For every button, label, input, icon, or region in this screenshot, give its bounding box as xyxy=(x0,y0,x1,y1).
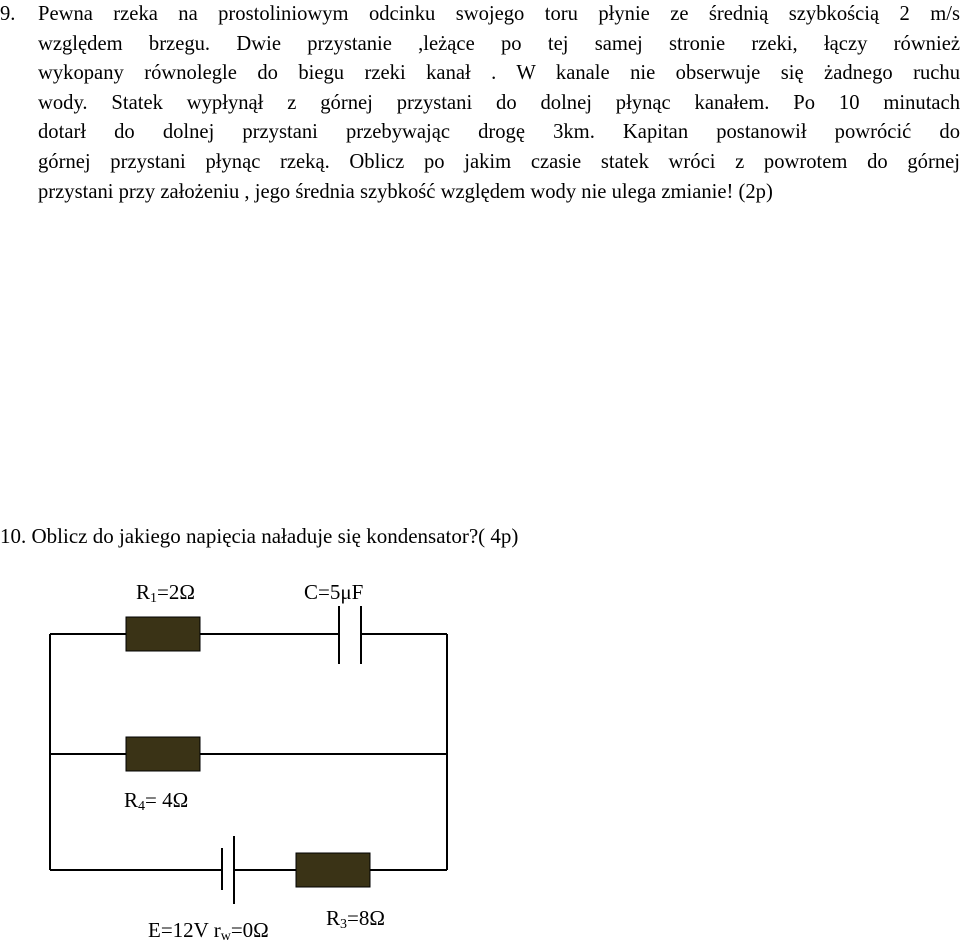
problem-9-number: 9. xyxy=(0,3,16,25)
label-battery-sub: w xyxy=(220,929,231,944)
problem-9-line-1: Pewna rzeka na prostoliniowym odcinku swojego toru płynie ze średnią szybkością 2 m/s xyxy=(38,3,960,25)
problem-9-line-5: dotarł do dolnej przystani przebywając drogę 3km. Kapitan postanowił powrócić do xyxy=(38,121,960,144)
label-r1-value: =2Ω xyxy=(157,580,195,604)
resistor-r4 xyxy=(126,737,200,771)
label-r1-symbol: R xyxy=(136,580,151,604)
problem-9-line-6: górnej przystani płynąc rzeką. Oblicz po jakim czasie statek wróci z powrotem do górnej xyxy=(38,150,960,173)
label-battery-emf: E=12V r xyxy=(148,918,221,942)
resistor-r1 xyxy=(126,617,200,651)
problem-9-line-7: przystani przy założeniu , jego średnia szybkość względem wody nie ulega zmianie! (2p) xyxy=(38,180,773,203)
label-r4-value: = 4Ω xyxy=(145,788,189,812)
problem-9-line-2: względem brzegu. Dwie przystanie ,leżące po tej samej stronie rzeki, łączy również xyxy=(38,32,960,55)
label-r4-sub: 4 xyxy=(138,799,146,814)
label-battery-value: =0Ω xyxy=(230,918,269,942)
label-r3 xyxy=(326,906,385,933)
label-r1-sub: 1 xyxy=(150,591,158,606)
label-r4 xyxy=(124,788,188,815)
label-r3-symbol: R xyxy=(326,906,341,930)
label-r4-symbol: R xyxy=(124,788,139,812)
problem-9-line-4: wody. Statek wypłynął z górnej przystani do dolnej płynąc kanałem. Po 10 minutach xyxy=(38,91,960,114)
circuit-wires xyxy=(50,634,447,870)
label-r3-sub: 3 xyxy=(340,917,348,932)
label-capacitor: C=5μF xyxy=(304,580,364,604)
problem-10-question: 10. Oblicz do jakiego napięcia naładuje się kondensator?( 4p) xyxy=(0,524,519,548)
label-r3-value: =8Ω xyxy=(347,906,385,930)
label-r1 xyxy=(136,580,195,607)
label-battery xyxy=(148,918,269,945)
problem-9-line-3: wykopany równolegle do biegu rzeki kanał . W kanale nie obserwuje się żadnego ruchu xyxy=(38,62,960,85)
resistor-r3 xyxy=(296,853,370,887)
